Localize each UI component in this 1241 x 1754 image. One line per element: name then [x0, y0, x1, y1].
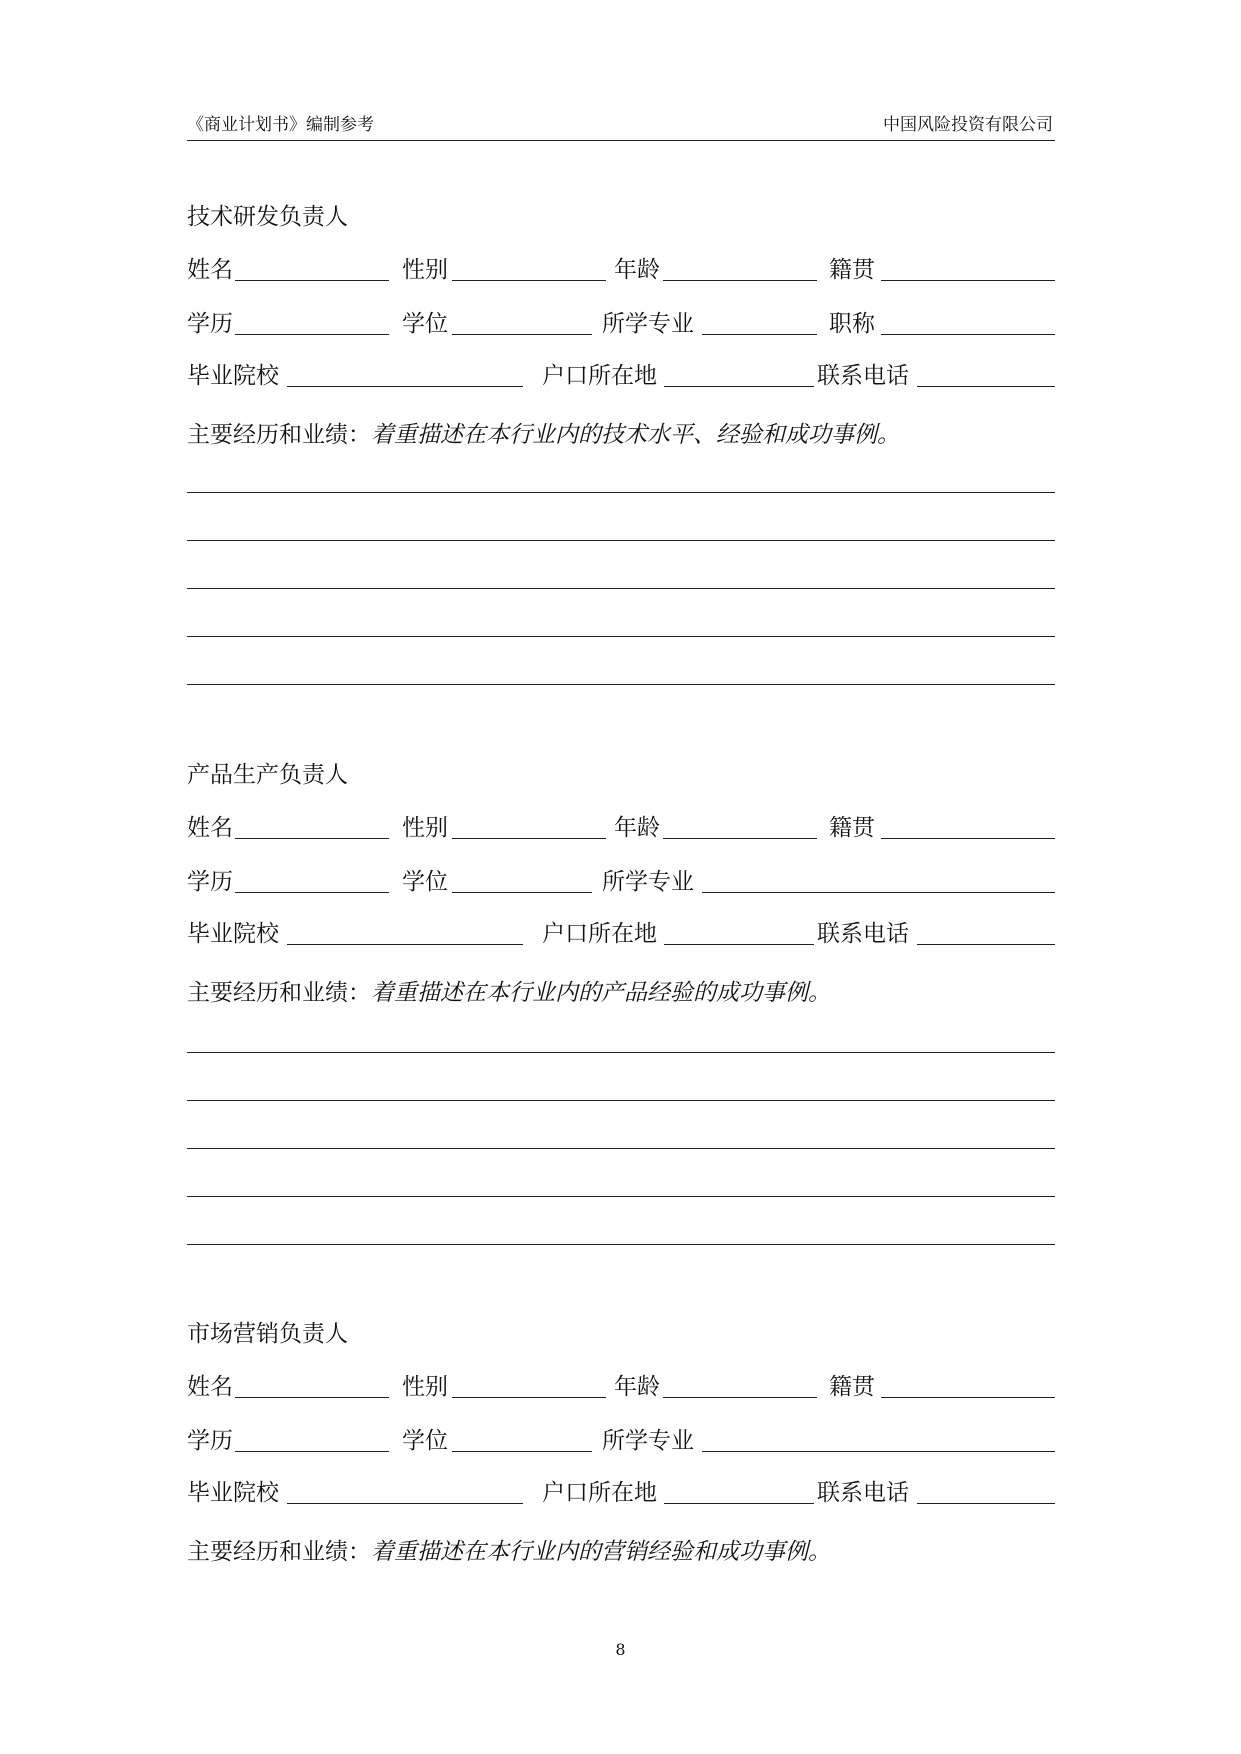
experience-prompt [187, 416, 900, 449]
education-label: 学历 [187, 311, 233, 337]
gender-label: 性别 [402, 815, 448, 841]
degree-label: 学位 [402, 1428, 448, 1454]
phone-label: 联系电话 [817, 921, 909, 947]
major-field[interactable] [702, 892, 1055, 893]
school-label: 毕业院校 [187, 363, 279, 389]
experience-hint: 着重描述在本行业内的营销经验和成功事例。 [371, 1539, 831, 1565]
phone-field[interactable] [917, 1503, 1055, 1504]
answer-line[interactable] [187, 1100, 1055, 1101]
major-field[interactable] [702, 334, 817, 335]
header-company: 中国风险投资有限公司 [883, 115, 1053, 135]
answer-line[interactable] [187, 1052, 1055, 1053]
origin-label: 籍贯 [829, 1374, 875, 1400]
name-label: 姓名 [187, 1374, 233, 1400]
experience-hint: 着重描述在本行业内的技术水平、经验和成功事例。 [371, 422, 900, 448]
experience-hint: 着重描述在本行业内的产品经验的成功事例。 [371, 980, 831, 1006]
page-number: 8 [615, 1640, 626, 1659]
form-row-contact [187, 1465, 1055, 1515]
school-label: 毕业院校 [187, 921, 279, 947]
answer-line[interactable] [187, 588, 1055, 589]
gender-field[interactable] [452, 280, 606, 281]
header-doc-title: 《商业计划书》编制参考 [187, 115, 374, 135]
gender-field[interactable] [452, 838, 606, 839]
education-field[interactable] [235, 334, 389, 335]
origin-field[interactable] [881, 838, 1055, 839]
form-row-basic [187, 242, 1055, 292]
degree-field[interactable] [452, 892, 592, 893]
answer-line[interactable] [187, 1244, 1055, 1245]
hukou-field[interactable] [664, 386, 814, 387]
name-label: 姓名 [187, 257, 233, 283]
experience-label: 主要经历和业绩： [187, 422, 371, 448]
section-production [187, 756, 1055, 1256]
section-tech-rd [187, 198, 1055, 698]
hukou-field[interactable] [664, 944, 814, 945]
major-label: 所学专业 [602, 869, 694, 895]
age-label: 年龄 [614, 257, 660, 283]
form-row-education [187, 296, 1055, 346]
phone-field[interactable] [917, 386, 1055, 387]
education-field[interactable] [235, 1451, 389, 1452]
age-field[interactable] [663, 280, 817, 281]
section-title: 市场营销负责人 [187, 1321, 348, 1347]
answer-line[interactable] [187, 1196, 1055, 1197]
form-row-education [187, 1413, 1055, 1463]
hukou-label: 户口所在地 [542, 1480, 657, 1506]
degree-label: 学位 [402, 311, 448, 337]
major-field[interactable] [702, 1451, 1055, 1452]
name-field[interactable] [235, 838, 389, 839]
phone-label: 联系电话 [817, 1480, 909, 1506]
title-field[interactable] [881, 334, 1055, 335]
major-label: 所学专业 [602, 311, 694, 337]
form-row-contact [187, 348, 1055, 398]
school-field[interactable] [287, 1503, 523, 1504]
answer-line[interactable] [187, 540, 1055, 541]
form-row-contact [187, 906, 1055, 956]
age-label: 年龄 [614, 1374, 660, 1400]
page-header [187, 100, 1055, 141]
phone-label: 联系电话 [817, 363, 909, 389]
form-row-basic [187, 800, 1055, 850]
answer-line[interactable] [187, 1148, 1055, 1149]
origin-field[interactable] [881, 280, 1055, 281]
experience-label: 主要经历和业绩： [187, 1539, 371, 1565]
major-label: 所学专业 [602, 1428, 694, 1454]
gender-field[interactable] [452, 1397, 606, 1398]
section-marketing [187, 1315, 1055, 1585]
section-title: 技术研发负责人 [187, 204, 348, 230]
school-field[interactable] [287, 386, 523, 387]
experience-prompt [187, 974, 831, 1007]
hukou-label: 户口所在地 [542, 921, 657, 947]
form-row-education [187, 854, 1055, 904]
experience-label: 主要经历和业绩： [187, 980, 371, 1006]
education-label: 学历 [187, 869, 233, 895]
hukou-field[interactable] [664, 1503, 814, 1504]
degree-field[interactable] [452, 1451, 592, 1452]
school-field[interactable] [287, 944, 523, 945]
answer-line[interactable] [187, 636, 1055, 637]
age-label: 年龄 [614, 815, 660, 841]
gender-label: 性别 [402, 257, 448, 283]
education-field[interactable] [235, 892, 389, 893]
title-label: 职称 [829, 311, 875, 337]
education-label: 学历 [187, 1428, 233, 1454]
origin-field[interactable] [881, 1397, 1055, 1398]
origin-label: 籍贯 [829, 257, 875, 283]
experience-prompt [187, 1533, 831, 1566]
answer-line[interactable] [187, 492, 1055, 493]
age-field[interactable] [663, 1397, 817, 1398]
name-field[interactable] [235, 1397, 389, 1398]
hukou-label: 户口所在地 [542, 363, 657, 389]
gender-label: 性别 [402, 1374, 448, 1400]
degree-field[interactable] [452, 334, 592, 335]
form-row-basic [187, 1359, 1055, 1409]
name-field[interactable] [235, 280, 389, 281]
degree-label: 学位 [402, 869, 448, 895]
phone-field[interactable] [917, 944, 1055, 945]
origin-label: 籍贯 [829, 815, 875, 841]
age-field[interactable] [663, 838, 817, 839]
name-label: 姓名 [187, 815, 233, 841]
section-title: 产品生产负责人 [187, 762, 348, 788]
school-label: 毕业院校 [187, 1480, 279, 1506]
answer-line[interactable] [187, 684, 1055, 685]
